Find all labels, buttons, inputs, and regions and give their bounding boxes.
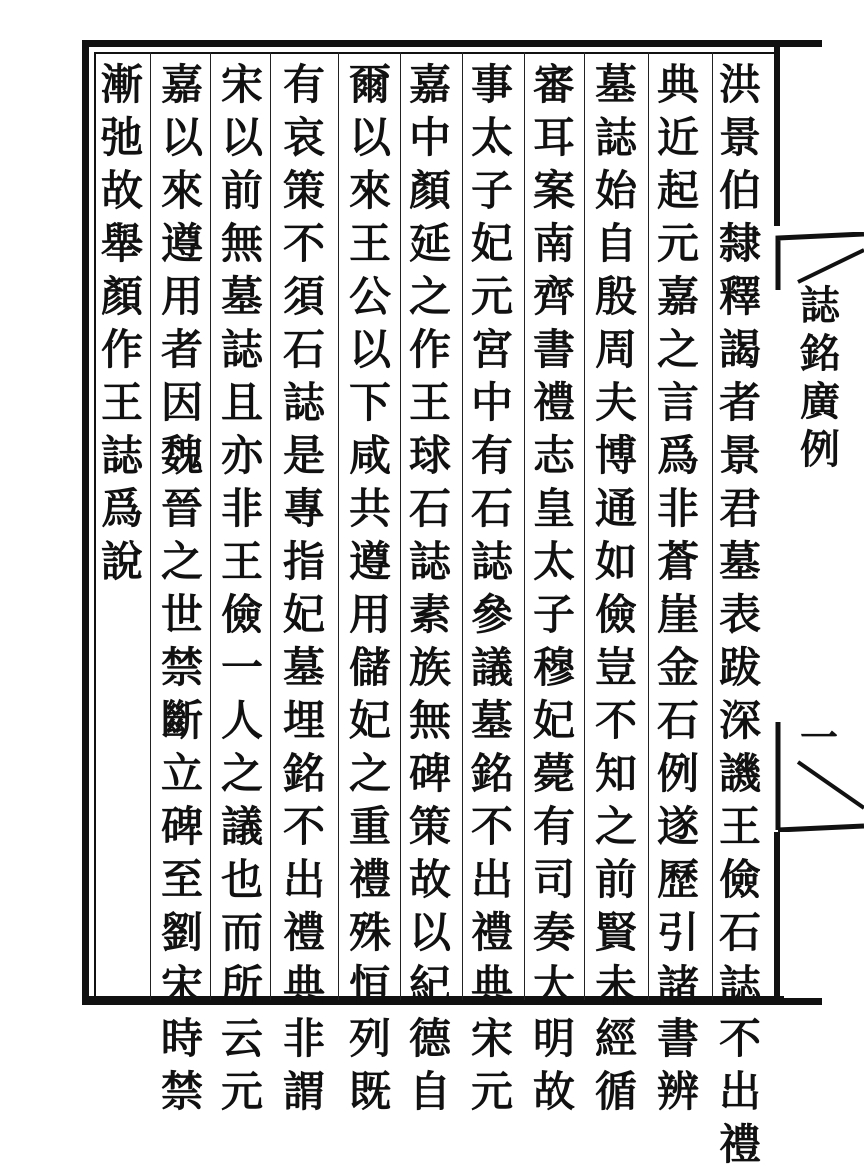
column-char: 宮 — [470, 325, 513, 374]
column-char: 延 — [408, 219, 451, 268]
column-char: 誌 — [718, 961, 761, 1010]
column-char: 策 — [282, 166, 325, 215]
column-char: 晉 — [160, 484, 203, 533]
column-separator — [338, 52, 339, 1000]
column-char: 不 — [594, 696, 637, 745]
column-char: 起 — [656, 166, 699, 215]
column-char: 太 — [470, 113, 513, 162]
column-char: 有 — [282, 60, 325, 109]
column-char: 銘 — [282, 749, 325, 798]
column-char: 儲 — [348, 643, 391, 692]
column-char: 不 — [282, 219, 325, 268]
column-char: 司 — [532, 855, 575, 904]
column-char: 始 — [594, 166, 637, 215]
column-char: 宋 — [220, 60, 263, 109]
column-char: 指 — [282, 537, 325, 586]
column-char: 出 — [470, 855, 513, 904]
column-char: 表 — [718, 590, 761, 639]
column-char: 而 — [220, 908, 263, 957]
column-char: 族 — [408, 643, 451, 692]
column-char: 顏 — [100, 272, 143, 321]
edge-title — [800, 282, 860, 474]
column-char: 德 — [408, 1014, 451, 1063]
column-char: 參 — [470, 590, 513, 639]
column-char: 誌 — [470, 537, 513, 586]
column-char: 故 — [532, 1067, 575, 1116]
column-char: 典 — [656, 60, 699, 109]
column-char: 銘 — [470, 749, 513, 798]
column-char: 共 — [348, 484, 391, 533]
column-char: 之 — [408, 272, 451, 321]
column-char: 景 — [718, 113, 761, 162]
column-char: 非 — [656, 484, 699, 533]
column-char: 通 — [594, 484, 637, 533]
column-char: 諸 — [656, 961, 699, 1010]
column-char: 蒼 — [656, 537, 699, 586]
column-char: 禮 — [282, 908, 325, 957]
column-char: 石 — [282, 325, 325, 374]
column-char: 書 — [532, 325, 575, 374]
column-char: 以 — [348, 113, 391, 162]
column-char: 哀 — [282, 113, 325, 162]
column-char: 景 — [718, 431, 761, 480]
column-char: 之 — [594, 802, 637, 851]
text-column-10 — [154, 58, 210, 1118]
column-char: 禁 — [160, 1067, 203, 1116]
column-char: 顏 — [408, 166, 451, 215]
column-char: 非 — [220, 484, 263, 533]
column-char: 爲 — [656, 431, 699, 480]
column-char: 非 — [282, 1014, 325, 1063]
text-column-9 — [214, 58, 270, 1118]
column-char: 王 — [100, 378, 143, 427]
column-char: 下 — [348, 378, 391, 427]
column-char: 自 — [408, 1067, 451, 1116]
column-char: 伯 — [718, 166, 761, 215]
column-char: 弛 — [100, 113, 143, 162]
edge-lower-rule — [770, 832, 780, 1004]
column-char: 中 — [470, 378, 513, 427]
column-char: 且 — [220, 378, 263, 427]
column-char: 墓 — [220, 272, 263, 321]
column-char: 之 — [348, 749, 391, 798]
column-char: 作 — [100, 325, 143, 374]
column-char: 球 — [408, 431, 451, 480]
column-char: 公 — [348, 272, 391, 321]
column-separator — [524, 52, 525, 1000]
column-char: 王 — [348, 219, 391, 268]
column-char: 王 — [718, 802, 761, 851]
column-char: 既 — [348, 1067, 391, 1116]
column-char: 之 — [656, 325, 699, 374]
edge-upper-rule — [770, 46, 780, 226]
column-char: 典 — [282, 961, 325, 1010]
column-char: 之 — [160, 537, 203, 586]
column-char: 謁 — [718, 325, 761, 374]
column-char: 嘉 — [656, 272, 699, 321]
column-char: 以 — [220, 113, 263, 162]
column-char: 王 — [220, 537, 263, 586]
column-char: 至 — [160, 855, 203, 904]
column-char: 誌 — [220, 325, 263, 374]
column-char: 禮 — [470, 908, 513, 957]
column-char: 知 — [594, 749, 637, 798]
column-char: 子 — [470, 166, 513, 215]
column-char: 妃 — [470, 219, 513, 268]
column-char: 云 — [220, 1014, 263, 1063]
column-char: 墓 — [470, 696, 513, 745]
column-char: 循 — [594, 1067, 637, 1116]
column-char: 之 — [220, 749, 263, 798]
column-char: 例 — [656, 749, 699, 798]
column-char: 人 — [220, 696, 263, 745]
column-char: 石 — [408, 484, 451, 533]
column-char: 時 — [160, 1014, 203, 1063]
text-column-2 — [650, 58, 706, 1118]
edge-title-char: 例 — [800, 426, 840, 473]
column-separator — [150, 52, 151, 1000]
column-char: 周 — [594, 325, 637, 374]
column-char: 博 — [594, 431, 637, 480]
column-char: 不 — [718, 1014, 761, 1063]
column-separator — [462, 52, 463, 1000]
column-char: 遵 — [160, 219, 203, 268]
column-char: 儉 — [718, 855, 761, 904]
column-char: 斷 — [160, 696, 203, 745]
column-char: 列 — [348, 1014, 391, 1063]
column-char: 無 — [408, 696, 451, 745]
column-char: 舉 — [100, 219, 143, 268]
column-char: 太 — [532, 537, 575, 586]
column-char: 妃 — [348, 696, 391, 745]
text-column-3 — [588, 58, 644, 1118]
column-char: 立 — [160, 749, 203, 798]
column-char: 劉 — [160, 908, 203, 957]
column-char: 也 — [220, 855, 263, 904]
column-char: 薨 — [532, 749, 575, 798]
text-column-7 — [342, 58, 398, 1118]
column-char: 因 — [160, 378, 203, 427]
column-char: 殷 — [594, 272, 637, 321]
column-char: 用 — [160, 272, 203, 321]
column-char: 歷 — [656, 855, 699, 904]
column-char: 議 — [470, 643, 513, 692]
column-char: 如 — [594, 537, 637, 586]
column-char: 皇 — [532, 484, 575, 533]
column-char: 元 — [470, 1067, 513, 1116]
column-char: 元 — [470, 272, 513, 321]
column-char: 志 — [532, 431, 575, 480]
column-char: 儉 — [594, 590, 637, 639]
column-char: 自 — [594, 219, 637, 268]
column-char: 豈 — [594, 643, 637, 692]
column-char: 魏 — [160, 431, 203, 480]
column-char: 墓 — [718, 537, 761, 586]
column-char: 無 — [220, 219, 263, 268]
column-char: 儉 — [220, 590, 263, 639]
column-char: 石 — [656, 696, 699, 745]
column-char: 有 — [470, 431, 513, 480]
column-char: 埋 — [282, 696, 325, 745]
column-char: 誌 — [100, 431, 143, 480]
column-char: 世 — [160, 590, 203, 639]
column-char: 恒 — [348, 961, 391, 1010]
column-char: 殊 — [348, 908, 391, 957]
column-char: 故 — [408, 855, 451, 904]
column-char: 有 — [532, 802, 575, 851]
column-char: 言 — [656, 378, 699, 427]
column-char: 禮 — [348, 855, 391, 904]
column-char: 嘉 — [408, 60, 451, 109]
column-char: 引 — [656, 908, 699, 957]
column-char: 夫 — [594, 378, 637, 427]
column-char: 前 — [220, 166, 263, 215]
column-separator — [270, 52, 271, 1000]
column-char: 案 — [532, 166, 575, 215]
column-char: 咸 — [348, 431, 391, 480]
column-char: 漸 — [100, 60, 143, 109]
column-char: 所 — [220, 961, 263, 1010]
column-char: 素 — [408, 590, 451, 639]
column-char: 是 — [282, 431, 325, 480]
column-char: 遵 — [348, 537, 391, 586]
column-char: 事 — [470, 60, 513, 109]
column-char: 出 — [282, 855, 325, 904]
column-char: 出 — [718, 1067, 761, 1116]
column-char: 不 — [470, 802, 513, 851]
column-char: 紀 — [408, 961, 451, 1010]
column-char: 近 — [656, 113, 699, 162]
column-char: 亦 — [220, 431, 263, 480]
column-separator — [400, 52, 401, 1000]
column-char: 審 — [532, 60, 575, 109]
column-char: 誌 — [282, 378, 325, 427]
column-char: 譏 — [718, 749, 761, 798]
column-char: 來 — [348, 166, 391, 215]
edge-mark: 一 — [800, 715, 839, 760]
column-char: 遂 — [656, 802, 699, 851]
column-char: 說 — [100, 537, 143, 586]
column-char: 深 — [718, 696, 761, 745]
column-char: 者 — [160, 325, 203, 374]
column-char: 專 — [282, 484, 325, 533]
column-char: 釋 — [718, 272, 761, 321]
column-char: 者 — [718, 378, 761, 427]
text-column-6 — [402, 58, 458, 1118]
column-char: 重 — [348, 802, 391, 851]
column-char: 宋 — [160, 961, 203, 1010]
column-char: 以 — [348, 325, 391, 374]
column-char: 以 — [160, 113, 203, 162]
column-char: 前 — [594, 855, 637, 904]
column-char: 宋 — [470, 1014, 513, 1063]
column-char: 賢 — [594, 908, 637, 957]
column-char: 元 — [656, 219, 699, 268]
column-char: 典 — [470, 961, 513, 1010]
column-char: 策 — [408, 802, 451, 851]
edge-title-char: 廣 — [800, 378, 840, 425]
column-char: 王 — [408, 378, 451, 427]
text-column-8 — [276, 58, 332, 1118]
column-char: 書 — [656, 1014, 699, 1063]
column-char: 來 — [160, 166, 203, 215]
column-char: 墓 — [282, 643, 325, 692]
column-char: 妃 — [532, 696, 575, 745]
column-char: 碑 — [160, 802, 203, 851]
column-char: 經 — [594, 1014, 637, 1063]
column-char: 金 — [656, 643, 699, 692]
column-char: 用 — [348, 590, 391, 639]
column-separator — [648, 52, 649, 1000]
column-char: 跋 — [718, 643, 761, 692]
column-separator — [210, 52, 211, 1000]
column-separator — [584, 52, 585, 1000]
edge-title-char: 誌 — [800, 282, 840, 329]
column-char: 未 — [594, 961, 637, 1010]
column-char: 隸 — [718, 219, 761, 268]
column-char: 爾 — [348, 60, 391, 109]
column-char: 故 — [100, 166, 143, 215]
column-char: 墓 — [594, 60, 637, 109]
column-char: 誌 — [594, 113, 637, 162]
column-char: 不 — [282, 802, 325, 851]
column-char: 齊 — [532, 272, 575, 321]
column-char: 石 — [470, 484, 513, 533]
column-char: 禮 — [718, 1120, 761, 1169]
text-column-1 — [712, 58, 768, 1171]
column-char: 奏 — [532, 908, 575, 957]
column-char: 須 — [282, 272, 325, 321]
column-char: 崖 — [656, 590, 699, 639]
text-column-5 — [464, 58, 520, 1118]
column-char: 中 — [408, 113, 451, 162]
column-char: 一 — [220, 643, 263, 692]
column-char: 子 — [532, 590, 575, 639]
column-char: 碑 — [408, 749, 451, 798]
column-char: 君 — [718, 484, 761, 533]
column-char: 洪 — [718, 60, 761, 109]
column-char: 作 — [408, 325, 451, 374]
edge-title-char: 銘 — [800, 330, 840, 377]
column-char: 以 — [408, 908, 451, 957]
column-char: 禁 — [160, 643, 203, 692]
column-char: 誌 — [408, 537, 451, 586]
column-char: 穆 — [532, 643, 575, 692]
column-char: 禮 — [532, 378, 575, 427]
text-column-4 — [526, 58, 582, 1118]
column-char: 石 — [718, 908, 761, 957]
column-char: 元 — [220, 1067, 263, 1116]
column-char: 妃 — [282, 590, 325, 639]
column-char: 謂 — [282, 1067, 325, 1116]
column-char: 爲 — [100, 484, 143, 533]
column-char: 辨 — [656, 1067, 699, 1116]
column-char: 耳 — [532, 113, 575, 162]
column-char: 南 — [532, 219, 575, 268]
column-char: 嘉 — [160, 60, 203, 109]
column-char: 大 — [532, 961, 575, 1010]
column-char: 明 — [532, 1014, 575, 1063]
text-column-11 — [94, 58, 150, 588]
column-char: 議 — [220, 802, 263, 851]
